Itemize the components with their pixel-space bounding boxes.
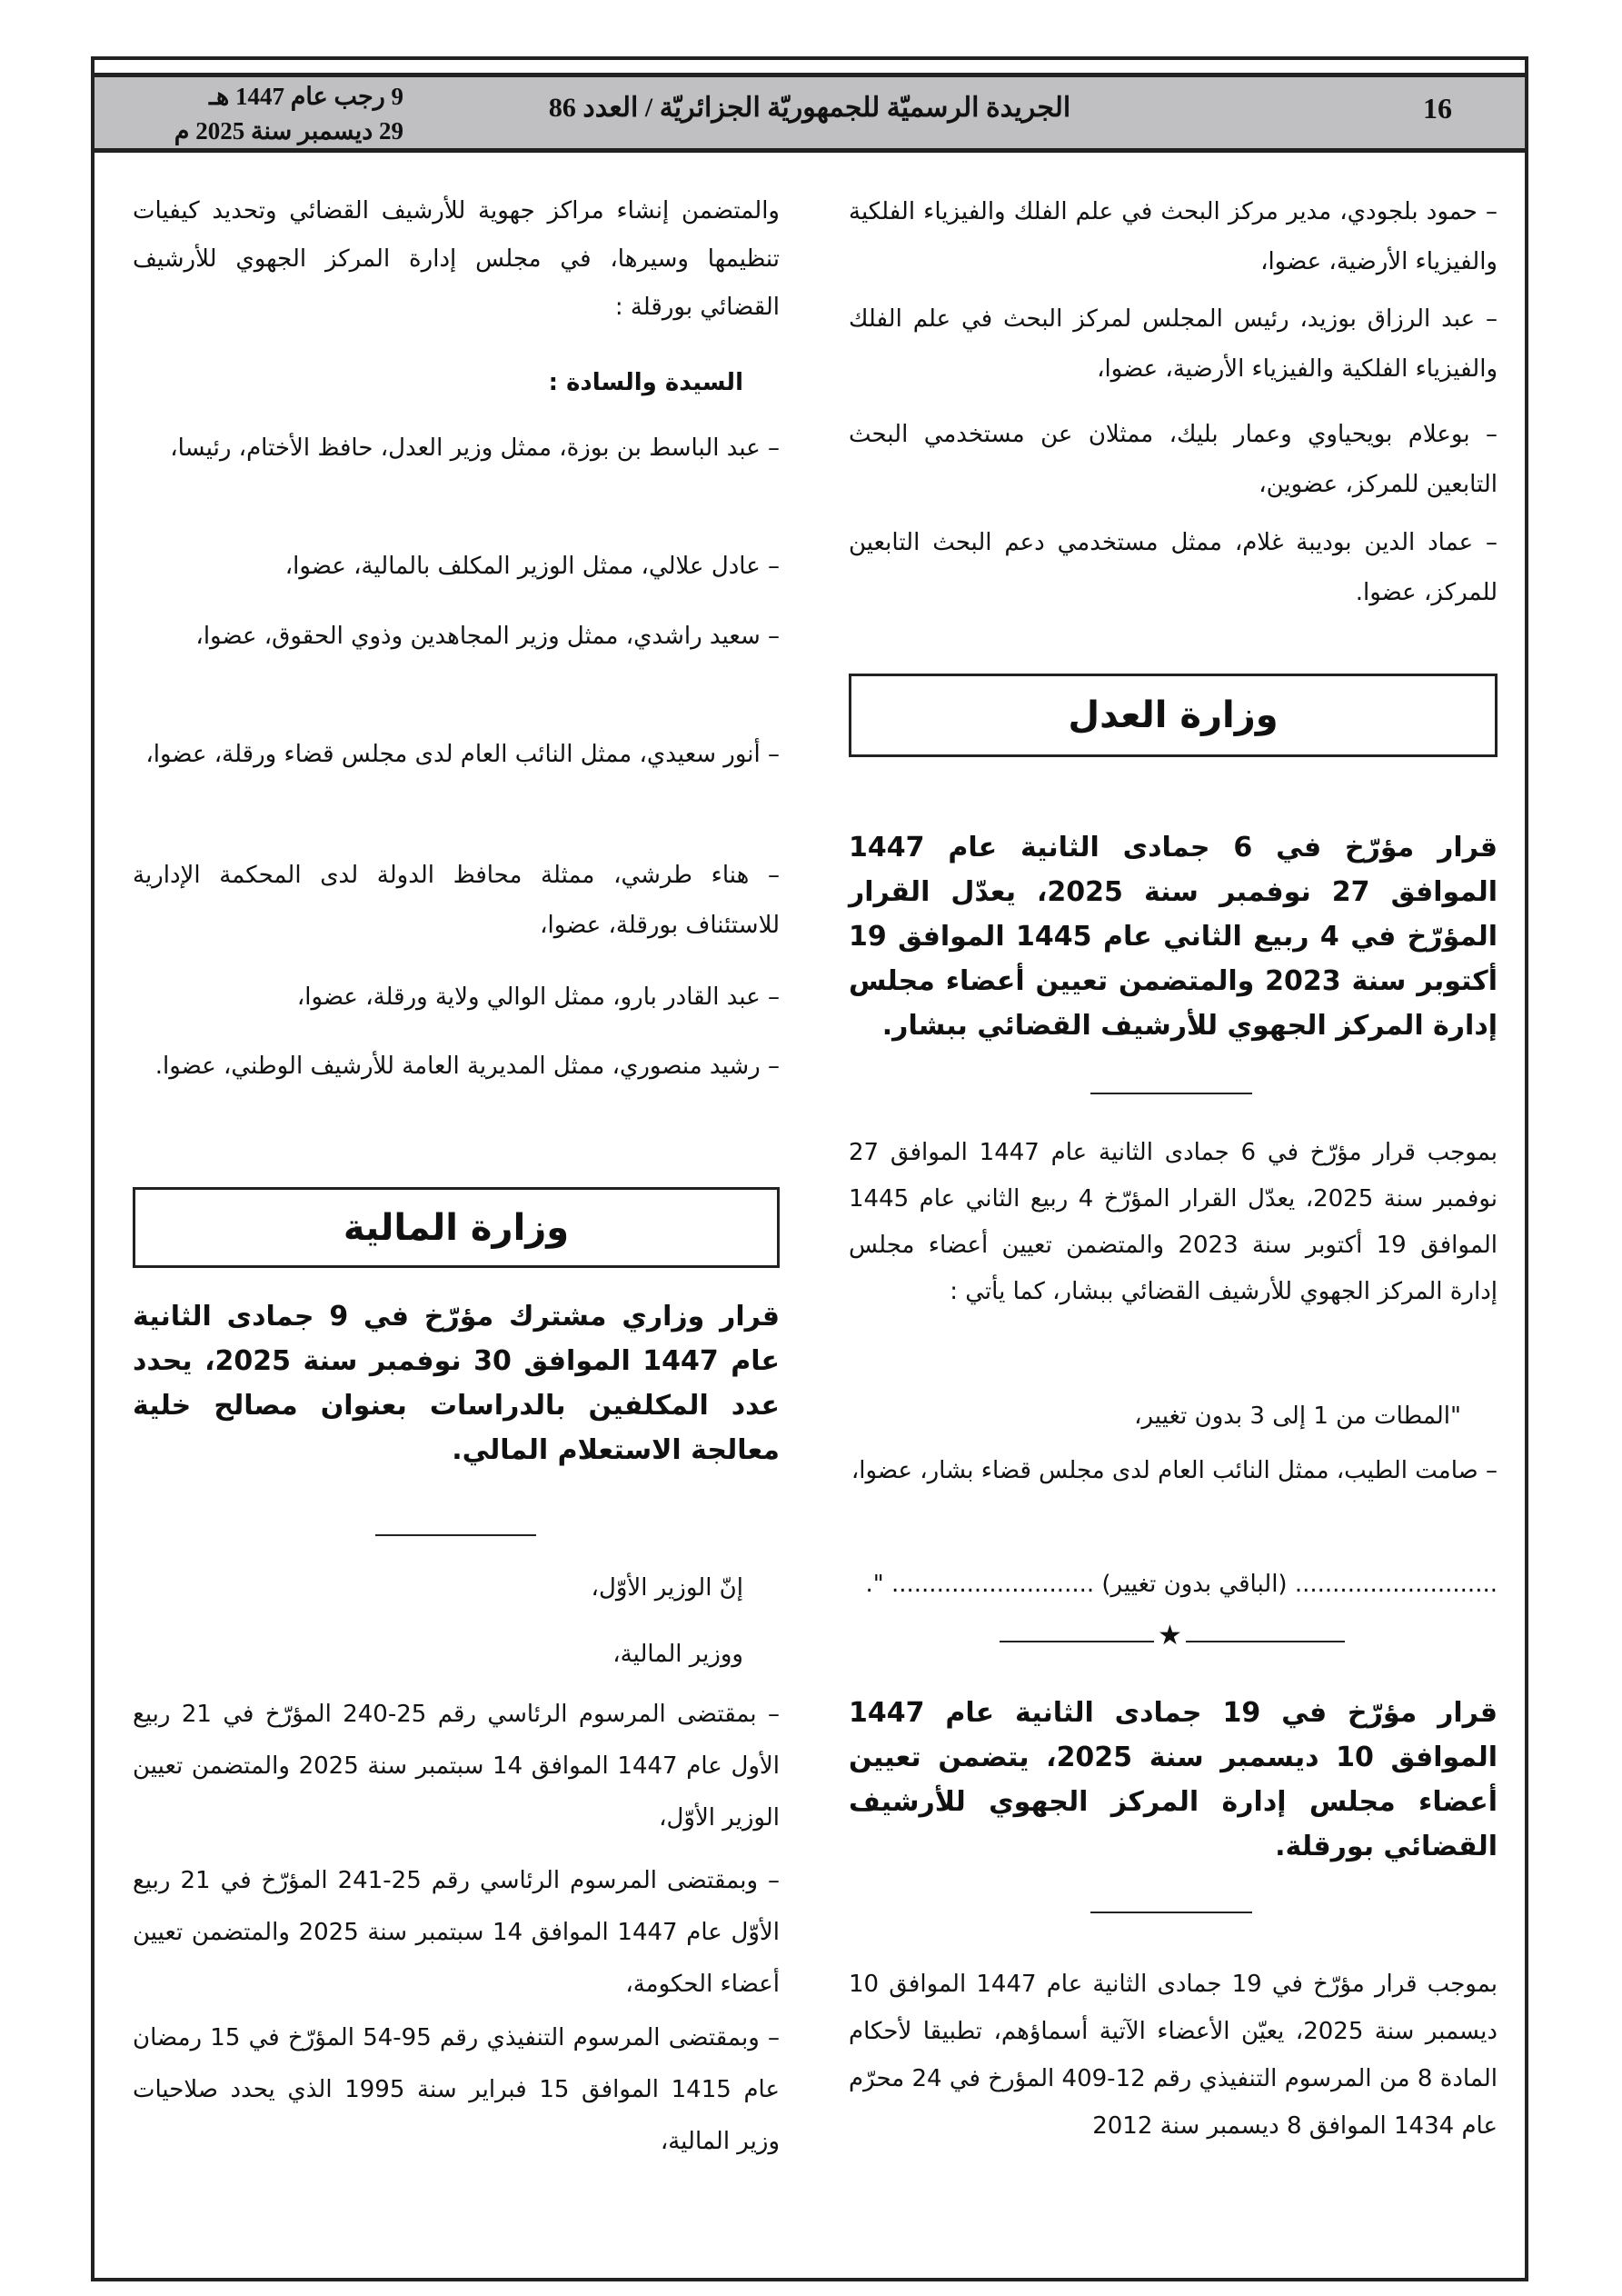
divider [1090, 1093, 1252, 1094]
salutation: السيدة والسادة : [548, 369, 743, 396]
intro-paragraph: والمتضمن إنشاء مراكز جهوية للأرشيف القضائي وتحديد كيفيات تنظيمها وسيرها، في مجلس إدارة المركز الجهوي للأرشيف القضائي بورقلة : [133, 197, 780, 321]
legal-basis: – بمقتضى المرسوم الرئاسي رقم 25-240 المؤرّخ في 21 ربيع الأول عام 1447 الموافق 14 سبتمبر سنة 2025 والمتضمن تعيين الوزير الأوّل، [133, 1701, 780, 1832]
preamble-line: ووزير المالية، [612, 1641, 743, 1668]
member-item: – هناء طرشي، ممثلة محافظ الدولة لدى المحكمة الإدارية للاستئناف بورقلة، عضوا، [133, 862, 780, 939]
decision-body: بموجب قرار مؤرّخ في 6 جمادى الثانية عام 1447 الموافق 27 نوفمبر سنة 2025، يعدّل القرار المؤرّخ 4 ربيع الثاني عام 1445 الموافق 19 أكتوبر سنة 2023 والمتضمن تعيين أعضاء مجلس إدارة المركز الجهوي للأرشيف القضائي ببشار، كما يأتي : [849, 1139, 1498, 1305]
ministry-justice-heading: وزارة العدل [849, 674, 1498, 757]
issue-date [131, 79, 403, 148]
member-item: – عماد الدين بوديبة غلام، ممثل مستخدمي دعم البحث التابعين للمركز، عضوا. [849, 529, 1498, 606]
member-item: – عادل علالي، ممثل الوزير المكلف بالمالية، عضوا، [284, 553, 780, 580]
decision-title: قرار مؤرّخ في 6 جمادى الثانية عام 1447 الموافق 27 نوفمبر سنة 2025، يعدّل القرار المؤرّخ في 4 ربيع الثاني عام 1445 الموافق 19 أكتوبر سنة 2023 والمتضمن تعيين أعضاء مجلس إدارة المركز الجهوي للأرشيف القضائي ببشار. [849, 832, 1498, 1042]
member-item: – بوعلام بويحياوي وعمار بليك، ممثلان عن مستخدمي البحث التابعين للمركز، عضوين، [849, 421, 1498, 498]
decision-title: قرار وزاري مشترك مؤرّخ في 9 جمادى الثانية عام 1447 الموافق 30 نوفمبر سنة 2025، يحدد عدد المكلفين بالدراسات بعنوان مصالح خلية معالجة الاستعلام المالي. [133, 1301, 781, 1466]
member-item: – حمود بلجودي، مدير مركز البحث في علم الفلك والفيزياء الفلكية والفيزياء الأرضية، عضوا، [849, 198, 1498, 275]
legal-basis: – وبمقتضى المرسوم التنفيذي رقم 95-54 المؤرّخ في 15 رمضان عام 1415 الموافق 15 فبراير سنة 1995 الذي يحدد صلاحيات وزير المالية، [133, 2024, 780, 2155]
page-header [95, 73, 1525, 153]
member-item: – عبد الرزاق بوزيد، رئيس المجلس لمركز البحث في علم الفلك والفيزياء الفلكية والفيزياء الأرضية، عضوا، [849, 305, 1498, 383]
decision-rest: ........................... (الباقي بدون تغيير) ........................... ". [865, 1571, 1498, 1598]
date-gregorian: 29 ديسمبر سنة 2025 م [174, 117, 403, 145]
divider [375, 1534, 536, 1536]
decision-body: بموجب قرار مؤرّخ في 19 جمادى الثانية عام 1447 الموافق 10 ديسمبر سنة 2025، يعيّن الأعضاء الآتية أسماؤهم، تطبيقا لأحكام المادة 8 من المرسوم التنفيذي رقم 12-409 المؤرخ في 24 محرّم عام 1434 الموافق 8 ديسمبر سنة 2012 [849, 1971, 1498, 2140]
legal-basis: – وبمقتضى المرسوم الرئاسي رقم 25-241 المؤرّخ في 21 ربيع الأوّل عام 1447 الموافق 14 سبتمبر سنة 2025 والمتضمن تعيين أعضاء الحكومة، [133, 1867, 781, 1998]
star-icon: ★ [1154, 1620, 1186, 1652]
member-item: – عبد القادر بارو، ممثل الوالي ولاية ورقلة، عضوا، [296, 983, 780, 1011]
ministry-finance-heading: وزارة المالية [133, 1187, 780, 1268]
member-item: – أنور سعيدي، ممثل النائب العام لدى مجلس قضاء ورقلة، عضوا، [145, 741, 780, 768]
decision-title: قرار مؤرّخ في 19 جمادى الثانية عام 1447 الموافق 10 ديسمبر سنة 2025، يتضمن تعيين أعضاء مجلس إدارة المركز الجهوي للأرشيف القضائي بورقلة. [849, 1697, 1498, 1862]
member-item: – سعيد راشدي، ممثل وزير المجاهدين وذوي الحقوق، عضوا، [195, 623, 780, 650]
preamble-line: إنّ الوزير الأوّل، [591, 1574, 743, 1602]
journal-title: الجريدة الرسميّة للجمهوريّة الجزائريّة / العدد 86 [548, 93, 1071, 123]
member-item: – رشيد منصوري، ممثل المديرية العامة للأرشيف الوطني، عضوا. [154, 1053, 780, 1080]
divider [1090, 1912, 1252, 1913]
member-item: – عبد الباسط بن بوزة، ممثل وزير العدل، حافظ الأختام، رئيسا، [170, 434, 780, 462]
page-number: 16 [1423, 92, 1452, 125]
member-item: – صامت الطيب، ممثل النائب العام لدى مجلس قضاء بشار، عضوا، [851, 1457, 1498, 1484]
decision-quote: "المطات من 1 إلى 3 بدون تغيير، [1134, 1403, 1461, 1430]
date-hijri: 9 رجب عام 1447 هـ [209, 83, 403, 110]
